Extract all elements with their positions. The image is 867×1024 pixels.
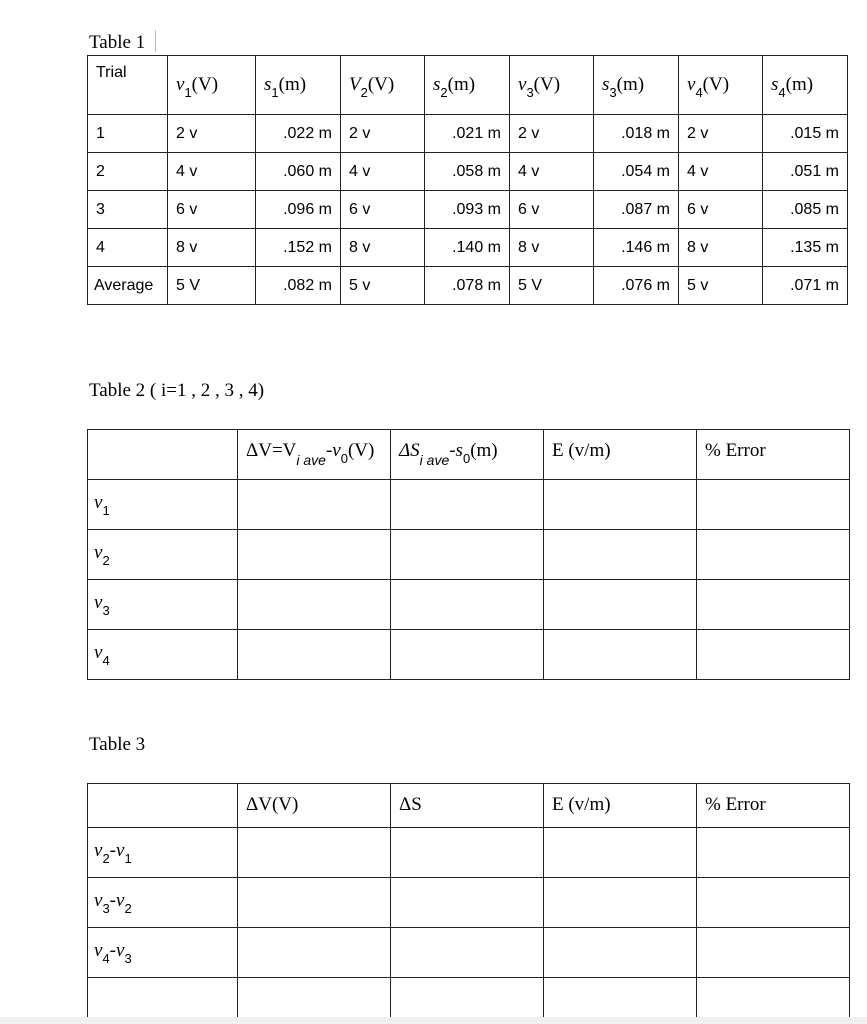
header-v4: $v_4(V)$ [679,56,763,115]
table-cell[interactable] [238,530,391,580]
table1 [87,55,848,305]
table-cell: .087 m [594,191,679,229]
table-cell: .093 m [425,191,510,229]
table-row-empty [88,978,850,1018]
table-cell: 4 v [168,153,256,191]
table-cell[interactable] [238,978,391,1018]
table-cell[interactable] [391,978,544,1018]
table-cell[interactable] [544,928,697,978]
table-cell[interactable] [391,630,544,680]
table-cell: Average [88,267,168,305]
header-error: % Error [697,430,850,480]
table-cell[interactable] [544,530,697,580]
table1-caption: Table 1 [89,30,156,54]
table-cell: .135 m [763,229,848,267]
table-row [88,630,850,680]
table-cell: .022 m [256,115,341,153]
header-e: E (v/m) [544,784,697,828]
row-label-v4-v3: $v_4-v_3$ [88,928,238,978]
header-delta-v: $\Delta V=V_{i ave}-v_0(V)$ [238,430,391,480]
header-v3: $v_3(V)$ [510,56,594,115]
table-cell: 6 v [679,191,763,229]
table-cell: .082 m [256,267,341,305]
table-row [88,828,850,878]
table-cell: 2 v [510,115,594,153]
table-cell: 5 V [168,267,256,305]
header-delta-v: ΔV(V) [238,784,391,828]
table-cell[interactable] [544,580,697,630]
table-cell[interactable] [697,630,850,680]
table-cell: 4 v [341,153,425,191]
table-cell: 8 v [510,229,594,267]
table-cell[interactable] [391,530,544,580]
table-cell[interactable] [391,480,544,530]
table-cell[interactable] [391,928,544,978]
table-cell: 8 v [168,229,256,267]
table-cell[interactable] [238,878,391,928]
table-cell: 8 v [341,229,425,267]
header-v2: $V_2(V)$ [341,56,425,115]
header-s4: $s_4(m)$ [763,56,848,115]
row-label-v1: $v_1$ [88,480,238,530]
table-row-average [88,267,848,305]
table-cell [88,430,238,480]
table-cell: 2 v [341,115,425,153]
table-cell: 4 v [679,153,763,191]
table-cell[interactable] [391,828,544,878]
table-cell: .058 m [425,153,510,191]
header-s3: $s_3(m)$ [594,56,679,115]
table-cell: .018 m [594,115,679,153]
table-cell: .152 m [256,229,341,267]
table-row [88,480,850,530]
table-cell: 2 [88,153,168,191]
table-cell: 6 v [510,191,594,229]
page-bottom-edge [0,1017,867,1024]
row-label-v2-v1: $v_2-v_1$ [88,828,238,878]
table-row [88,878,850,928]
table-cell: 8 v [679,229,763,267]
table-row [88,928,850,978]
table-cell[interactable] [238,928,391,978]
table3-header-row [88,784,850,828]
header-e: E (v/m) [544,430,697,480]
table-cell[interactable] [544,630,697,680]
header-trial: Trial [88,56,168,115]
table-cell[interactable] [238,480,391,530]
table-cell[interactable] [238,828,391,878]
table-cell[interactable] [697,978,850,1018]
table-cell: 2 v [168,115,256,153]
header-v1: $v_1(V)$ [168,56,256,115]
table2-caption: Table 2 ( i=1 , 2 , 3 , 4) [89,380,265,401]
table-cell [88,784,238,828]
table-cell: 3 [88,191,168,229]
table-cell: .078 m [425,267,510,305]
table-cell[interactable] [391,878,544,928]
table-cell: 6 v [168,191,256,229]
table-cell[interactable] [238,580,391,630]
row-label-v3: $v_3$ [88,580,238,630]
table-cell: 2 v [679,115,763,153]
table-cell[interactable] [238,630,391,680]
table-cell[interactable] [544,480,697,530]
table-cell: .021 m [425,115,510,153]
table-row [88,580,850,630]
table-row [88,191,848,229]
row-label-v2: $v_2$ [88,530,238,580]
table-cell: 1 [88,115,168,153]
table2-header-row [88,430,850,480]
table-cell[interactable] [697,928,850,978]
table-cell: .096 m [256,191,341,229]
table-cell[interactable] [544,978,697,1018]
table-cell: .140 m [425,229,510,267]
table-cell: .060 m [256,153,341,191]
table-cell: 5 v [679,267,763,305]
table2 [87,429,850,680]
table-cell [88,978,238,1018]
header-delta-s: ΔS [391,784,544,828]
table-cell: .085 m [763,191,848,229]
header-s2: $s_2(m)$ [425,56,510,115]
table-row [88,530,850,580]
table-cell: .051 m [763,153,848,191]
table1-header-row [88,56,848,115]
header-s1: $s_1(m)$ [256,56,341,115]
table-cell[interactable] [391,580,544,630]
table-cell[interactable] [544,828,697,878]
table-cell: 6 v [341,191,425,229]
table-cell: .076 m [594,267,679,305]
table-cell[interactable] [697,828,850,878]
table-row [88,115,848,153]
table-cell[interactable] [697,480,850,530]
table-cell: 5 V [510,267,594,305]
table-cell[interactable] [697,878,850,928]
table-cell: .146 m [594,229,679,267]
header-error: % Error [697,784,850,828]
row-label-v3-v2: $v_3-v_2$ [88,878,238,928]
table-cell: .071 m [763,267,848,305]
table-cell: 5 v [341,267,425,305]
table-cell[interactable] [544,878,697,928]
table-cell[interactable] [697,530,850,580]
table-cell: .015 m [763,115,848,153]
text-cursor [155,30,156,52]
header-delta-s: $\Delta S_{i ave}-s_0(m)$ [391,430,544,480]
table-cell: 4 [88,229,168,267]
table-row [88,229,848,267]
table-cell[interactable] [697,580,850,630]
row-label-v4: $v_4$ [88,630,238,680]
table3-caption: Table 3 [89,734,146,755]
table3 [87,783,850,1018]
table-cell: 4 v [510,153,594,191]
table-cell: .054 m [594,153,679,191]
table-row [88,153,848,191]
